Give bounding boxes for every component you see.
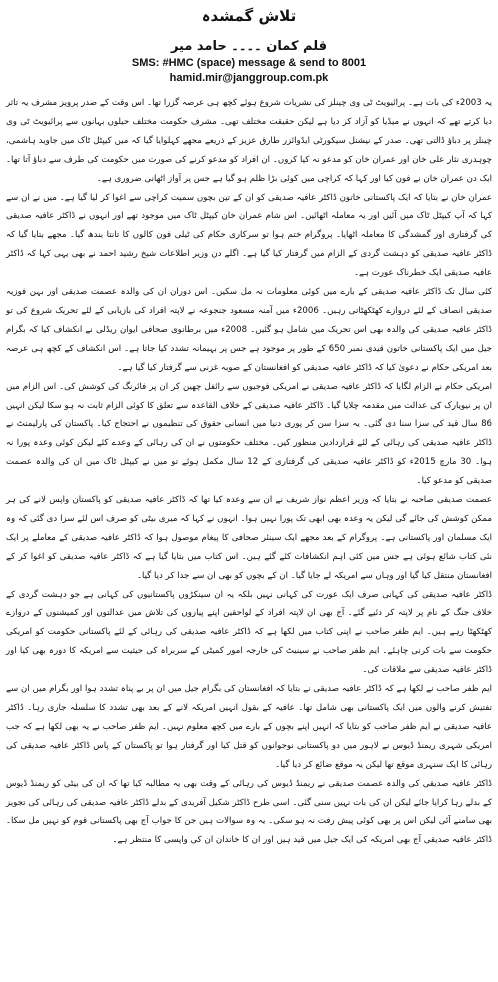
author-email: hamid.mir@janggroup.com.pk xyxy=(169,72,329,84)
paragraph: ایم ظفر صاحب نے لکھا ہے کہ ڈاکٹر عافیہ صدیقی نے بتایا کہ افغانستان کی بگرام جیل میں ان پر بے پناہ تشدد ہوا اور بگرام میں ان سے تفتیش کرنے والوں میں ایک پاکستانی بھی شامل تھا۔ عافیہ کے بقول انہیں امریکہ لانے کے بعد بھی تشدد کا سلسلہ جاری رہا۔ ڈاکٹر عافیہ صدیقی نے ایم ظفر صاحب کو بتایا کہ انہیں اپنے بچوں کے بارے میں کچھ معلوم نہیں۔ ایم ظفر صاحب نے یہ بھی لکھا ہے کہ جب امریکی شہری ریمنڈ ڈیوس نے لاہور میں دو پاکستانی نوجوانوں کو قتل کیا اور گرفتار ہوا تو پاکستان کے پاس ڈاکٹر عافیہ صدیقی کی رہائی کا ایک سنہری موقع تھا لیکن یہ موقع ضائع کر دیا گیا۔ xyxy=(6,684,492,770)
sms-instruction: SMS: #HMC (space) message & send to 8001 xyxy=(131,57,367,69)
paragraph: کئی سال تک ڈاکٹر عافیہ صدیقی کے بارے میں کوئی معلومات نہ مل سکیں۔ اس دوران ان کی والدہ عصمت صدیقی اور بہن فوزیہ صدیقی انصاف کے لئے دروازے کھٹکھٹاتی رہیں۔ 2006ء میں آمنہ مسعود جنجوعہ نے لاپتہ افراد کی بازیابی کے لئے تحریک شروع کی تو ڈاکٹر عافیہ صدیقی کی والدہ بھی اس تحریک میں شامل ہو گئیں۔ 2008ء میں برطانوی صحافی ایوان ریڈلی نے انکشاف کیا کہ بگرام جیل میں ایک پاکستانی خاتون قیدی نمبر 650 کے طور پر موجود ہے جس پر بہیمانہ تشدد کیا جاتا ہے۔ اس انکشاف کے کچھ ہی عرصہ بعد امریکی حکام نے دعویٰ کیا کہ ڈاکٹر عافیہ صدیقی کو افغانستان کے صوبہ غزنی سے گرفتار کیا گیا ہے۔ xyxy=(6,287,493,373)
byline-block xyxy=(6,38,492,86)
paragraph: عصمت صدیقی صاحبہ نے بتایا کہ وزیر اعظم نواز شریف نے ان سے وعدہ کیا تھا کہ ڈاکٹر عافیہ صدیقی کو پاکستان واپس لانے کی ہر ممکن کوشش کی جائے گی لیکن یہ وعدہ بھی ابھی تک پورا نہیں ہوا۔ انہوں نے کہا کہ میری بیٹی کو صرف اس لئے سزا دی گئی کہ وہ ایک مسلمان اور پاکستانی ہے۔ پروگرام کے بعد مجھے ایک سینئر صحافی کا پیغام موصول ہوا کہ ڈاکٹر عافیہ صدیقی کے معاملے پر ایک نئی کتاب شائع ہوئی ہے جس میں کئی اہم انکشافات کئے گئے ہیں۔ اس کتاب میں بتایا گیا ہے کہ ڈاکٹر عافیہ صدیقی کو اغوا کر کے افغانستان منتقل کیا گیا اور وہاں سے امریکہ لے جایا گیا۔ ان کے بچوں کو بھی ان سے جدا کر دیا گیا۔ xyxy=(6,495,492,581)
paragraph: ڈاکٹر عافیہ صدیقی کی والدہ عصمت صدیقی نے ریمنڈ ڈیوس کی رہائی کے وقت بھی یہ مطالبہ کیا تھا کہ ان کی بیٹی کو ریمنڈ ڈیوس کے بدلے رہا کرایا جائے لیکن ان کی بات نہیں سنی گئی۔ اسی طرح ڈاکٹر شکیل آفریدی کے بدلے ڈاکٹر عافیہ صدیقی کی رہائی کی تجویز بھی سامنے آئی لیکن اس پر بھی کوئی پیش رفت نہ ہو سکی۔ یہ وہ سوالات ہیں جن کا جواب آج بھی پاکستانی قوم کو نہیں مل سکا۔ ڈاکٹر عافیہ صدیقی آج بھی امریکہ کی ایک جیل میں قید ہیں اور ان کا خاندان ان کی واپسی کا منتظر ہے۔ xyxy=(6,778,492,846)
paragraph: امریکی حکام نے الزام لگایا کہ ڈاکٹر عافیہ صدیقی نے امریکی فوجیوں سے رائفل چھین کر ان پر فائرنگ کی کوشش کی۔ اس الزام میں ان پر نیویارک کی عدالت میں مقدمہ چلایا گیا۔ ڈاکٹر عافیہ صدیقی کے خلاف القاعدہ سے تعلق کا کوئی الزام ثابت نہ ہو سکا لیکن انہیں 86 سال قید کی سزا سنا دی گئی۔ یہ سزا سن کر پوری دنیا میں انسانی حقوق کی تنظیموں نے احتجاج کیا۔ پاکستان کی پارلیمنٹ نے ڈاکٹر عافیہ صدیقی کی رہائی کے لئے قراردادیں منظور کیں۔ مختلف حکومتوں نے ان کی رہائی کے وعدے کئے لیکن کوئی وعدہ پورا نہ ہوا۔ 30 مارچ 2015ء کو ڈاکٹر عافیہ صدیقی کی گرفتاری کے 12 سال مکمل ہوئے تو میں نے کیپٹل ٹاک میں ان کی والدہ عصمت صدیقی کو مدعو کیا۔ xyxy=(6,381,493,487)
article-title: تلاش گمشدہ xyxy=(201,7,297,25)
paragraph: ڈاکٹر عافیہ صدیقی کی کہانی صرف ایک عورت کی کہانی نہیں بلکہ یہ ان سینکڑوں پاکستانیوں کی کہانی ہے جو دہشت گردی کے خلاف جنگ کے نام پر لاپتہ کر دئیے گئے۔ آج بھی ان لاپتہ افراد کے لواحقین اپنے پیاروں کی تلاش میں عدالتوں اور کمیشنوں کے دروازے کھٹکھٹا رہے ہیں۔ ایم ظفر صاحب نے اپنی کتاب میں لکھا ہے کہ ڈاکٹر عافیہ صدیقی کی رہائی کے لئے پاکستانی حکومت کو امریکی حکومت سے بات کرنی چاہئے۔ ایم ظفر صاحب نے سینیٹ کی خارجہ امور کمیٹی کے سربراہ کی حیثیت سے امریکہ کا دورہ بھی کیا اور ڈاکٹر عافیہ صدیقی سے ملاقات کی۔ xyxy=(6,589,492,676)
paragraph: یہ 2003ء کی بات ہے۔ پرائیویٹ ٹی وی چینلز کی نشریات شروع ہوئے کچھ ہی عرصہ گزرا تھا۔ اس وقت کے صدر پرویز مشرف یہ تاثر دیا کرتے تھے کہ انہوں نے میڈیا کو آزاد کر دیا ہے لیکن حقیقت مختلف تھی۔ مشرف حکومت مختلف حیلوں بہانوں سے پرائیویٹ ٹی وی چینلز پر دباؤ ڈالتی تھی۔ صدر کے نیشنل سیکورٹی ایڈوائزر طارق عزیز کے ذریعے مجھے کہلوایا گیا کہ میں کیپٹل ٹاک میں جاوید ہاشمی، چوہدری نثار علی خان اور عمران خان کو مدعو نہ کیا کروں۔ ان افراد کو مدعو کرنے کی صورت میں حکومت کی طرف سے دباؤ آتا تھا۔ ایک دن عمران خان نے فون کیا اور کہا کہ کراچی میں کوئی بڑا ظلم ہو گیا ہے جس پر آواز اٹھانی ضروری ہے۔ xyxy=(6,98,492,184)
paragraph: عمران خان نے بتایا کہ ایک پاکستانی خاتون ڈاکٹر عافیہ صدیقی کو ان کے تین بچوں سمیت کراچی سے اغوا کر لیا گیا ہے۔ میں نے ان سے کہا کہ آپ کیپٹل ٹاک میں آئیں اور یہ معاملہ اٹھائیں۔ اس شام عمران خان کیپٹل ٹاک میں موجود تھے اور انہوں نے ڈاکٹر عافیہ صدیقی کی گرفتاری اور گمشدگی کا معاملہ اٹھایا۔ پروگرام ختم ہوا تو سرکاری حکام کی ٹیلی فون کالوں کا تانتا بندھ گیا۔ مجھے بتایا گیا کہ ڈاکٹر عافیہ صدیقی کو دہشت گردی کے الزام میں گرفتار کیا گیا ہے۔ اگلے دن وزیر اطلاعات شیخ رشید احمد نے بھی یہی کہا کہ ڈاکٹر عافیہ صدیقی ایک خطرناک عورت ہے۔ xyxy=(6,192,492,279)
article-body xyxy=(6,94,492,850)
column-byline: قلم کمان ۔۔۔۔ حامد میر xyxy=(170,39,328,54)
